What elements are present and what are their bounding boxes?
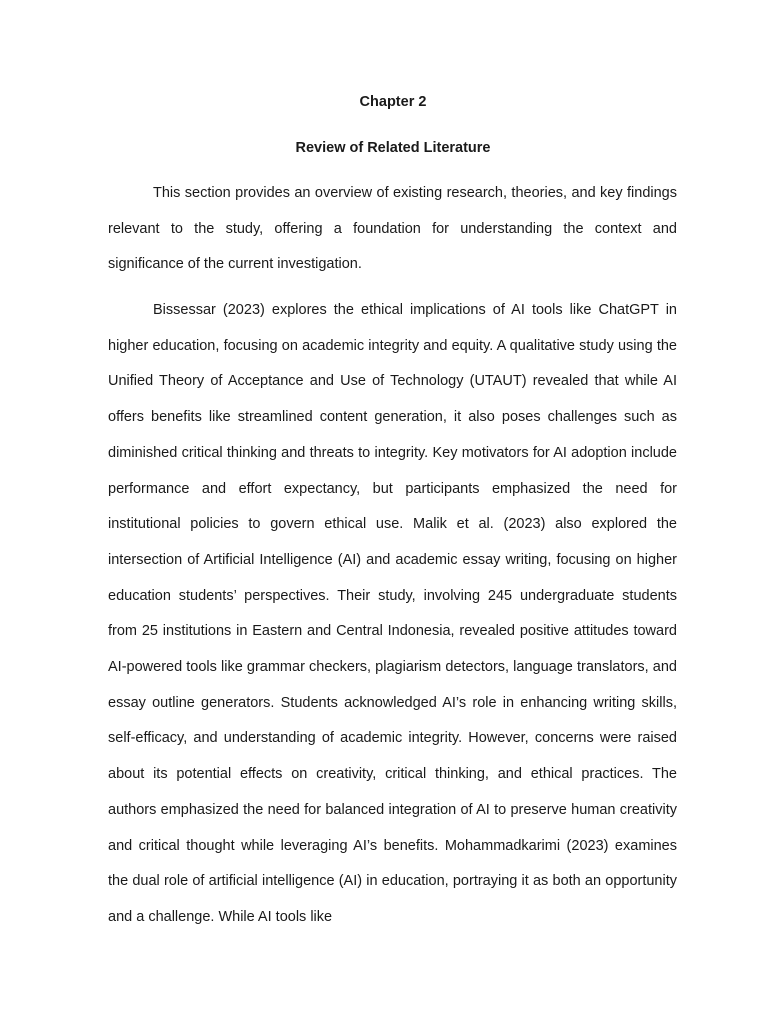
chapter-number: Chapter 2 [359,94,427,110]
paragraph-introduction: This section provides an overview of existing research, theories, and key findings relevant to the study, offering a foundation for understanding the context and significance of the current investigation. [108,185,677,273]
paragraph-literature-review: Bissessar (2023) explores the ethical implications of AI tools like ChatGPT in higher education, focusing on academic integrity and equity. A qualitative study using the Unified Theory of Acceptance and Use of Technology (UTAUT) revealed that while AI offers benefits like streamlined content generation, it also poses challenges such as diminished critical thinking and threats to integrity. Key motivators for AI adoption include performance and effort expectancy, but participants emphasized the need for institutional policies to govern ethical use. Malik et al. (2023) also explored the intersection of Artificial Intelligence (AI) and academic essay writing, focusing on higher education students’ perspectives. Their study, involving 245 undergraduate students from 25 institutions in Eastern and Central Indonesia, revealed positive attitudes toward AI-powered tools like grammar checkers, plagiarism detectors, language translators, and essay outline generators. Students acknowledged AI’s role in enhancing writing skills, self-efficacy, and understanding of academic integrity. However, concerns were raised about its potential effects on creativity, critical thinking, and ethical practices. The authors emphasized the need for balanced integration of AI to preserve human creativity and critical thought while leveraging AI’s benefits. Mohammadkarimi (2023) examines the dual role of artificial intelligence (AI) in education, portraying it as both an opportunity and a challenge. While AI tools like [108,302,677,925]
chapter-title: Review of Related Literature [295,140,491,156]
